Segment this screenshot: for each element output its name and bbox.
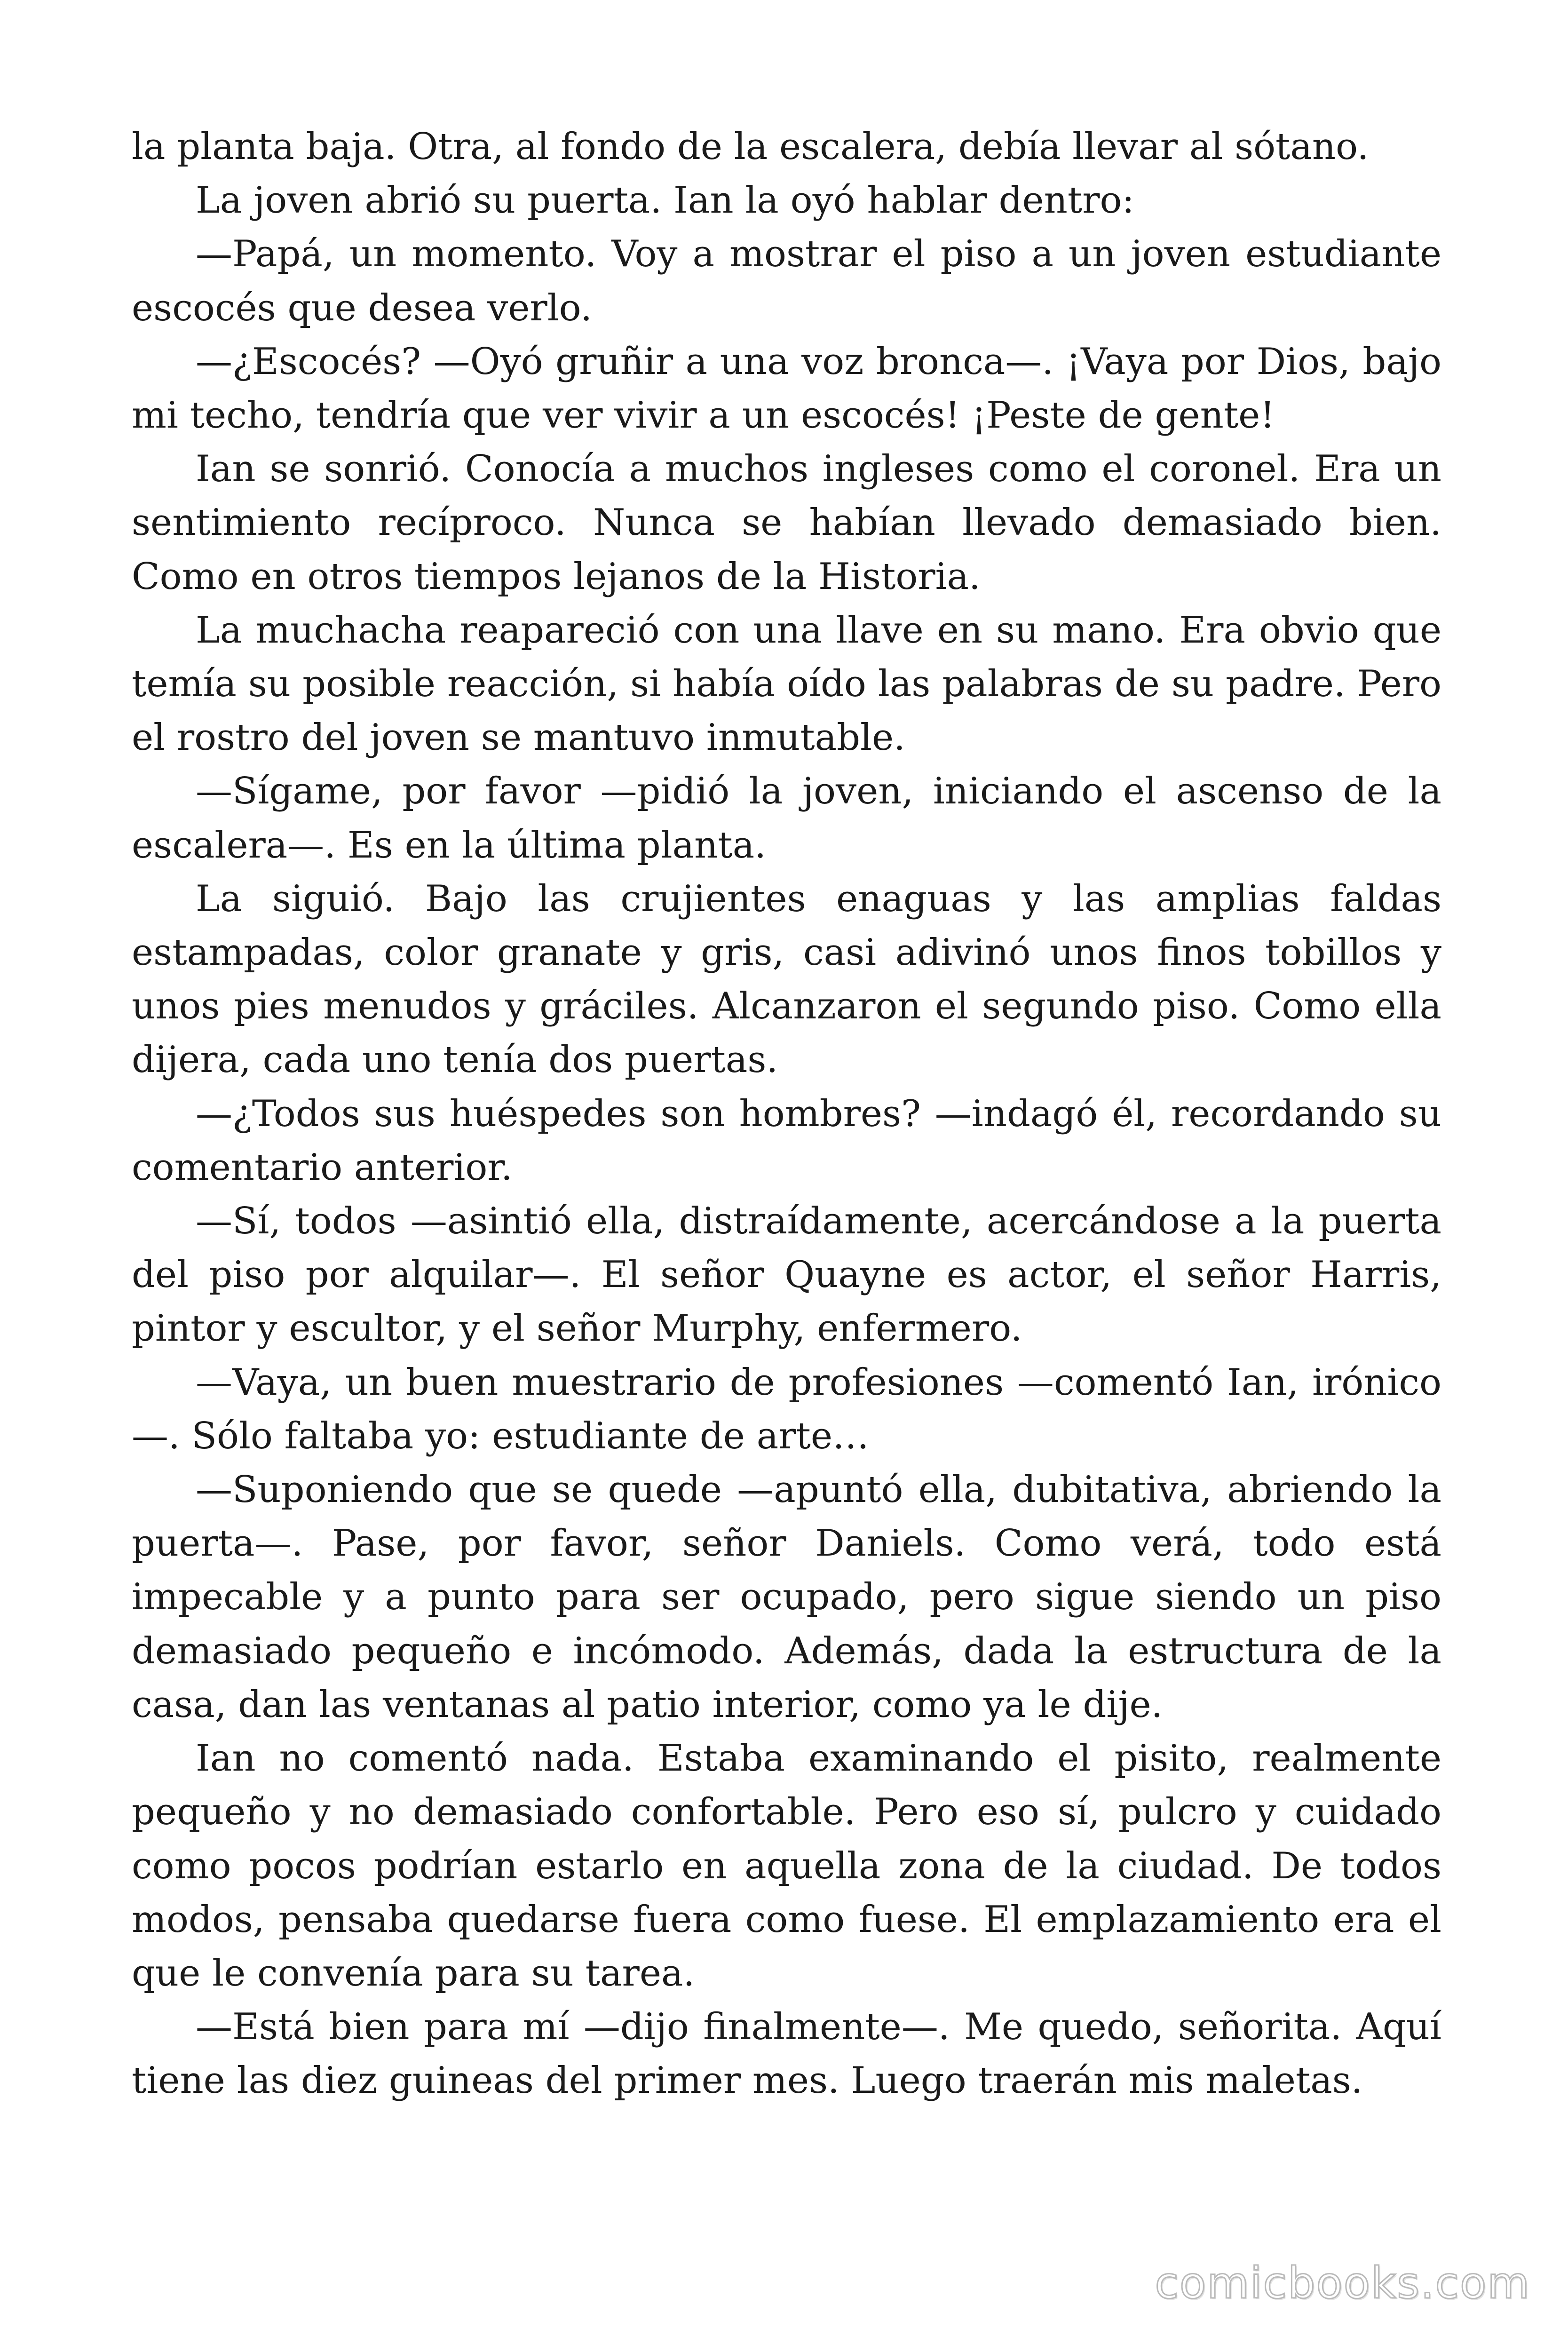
paragraph: La muchacha reapareció con una llave en su mano. Era obvio que temía su posible reacción, si había oído las palabras de su padre. Pero el rostro del joven se mantuvo inmutable.: [132, 609, 1441, 759]
paragraph: Ian se sonrió. Conocía a muchos ingleses como el coronel. Era un sentimiento recíproco. Nunca se habían llevado demasiado bien. Como en otros tiempos lejanos de la Historia.: [132, 448, 1441, 598]
body-text: [132, 120, 1441, 2108]
paragraph: —Sí, todos —asintió ella, distraídamente, acercándose a la puerta del piso por alquilar—. El señor Quayne es actor, el señor Harris, pintor y escultor, y el señor Murphy, enfermero.: [132, 1200, 1441, 1350]
paragraph: —Está bien para mí —dijo finalmente—. Me quedo, señorita. Aquí tiene las diez guineas del primer mes. Luego traerán mis maletas.: [132, 2006, 1441, 2102]
paragraph: —Papá, un momento. Voy a mostrar el piso a un joven estudiante escocés que desea verlo.: [132, 233, 1441, 329]
paragraph: —¿Escocés? —Oyó gruñir a una voz bronca—. ¡Vaya por Dios, bajo mi techo, tendría que ver vivir a un escocés! ¡Peste de gente!: [132, 340, 1441, 437]
paragraph: —Sígame, por favor —pidió la joven, iniciando el ascenso de la escalera—. Es en la última planta.: [132, 770, 1441, 866]
paragraph: —Vaya, un buen muestrario de profesiones —comentó Ian, irónico—. Sólo faltaba yo: estudiante de arte…: [132, 1361, 1441, 1457]
paragraph: La joven abrió su puerta. Ian la oyó hablar dentro:: [196, 179, 1134, 222]
paragraph: —¿Todos sus huéspedes son hombres? —indagó él, recordando su comentario anterior.: [132, 1092, 1441, 1189]
paragraph: la planta baja. Otra, al fondo de la escalera, debía llevar al sótano.: [132, 126, 1369, 168]
paragraph: La siguió. Bajo las crujientes enaguas y las amplias faldas estampadas, color granate y gris, casi adivinó unos finos tobillos y unos pies menudos y gráciles. Alcanzaron el segundo piso. Como ella dijera, cada uno tenía dos puertas.: [132, 877, 1441, 1081]
watermark: comicbooks.com: [1155, 2258, 1530, 2308]
paragraph: Ian no comentó nada. Estaba examinando el pisito, realmente pequeño y no demasiado confortable. Pero eso sí, pulcro y cuidado como pocos podrían estarlo en aquella zona de la ciudad. De todos modos, pensaba quedarse fuera como fuese. El emplazamiento era el que le convenía para su tarea.: [132, 1737, 1441, 1994]
paragraph: —Suponiendo que se quede —apuntó ella, dubitativa, abriendo la puerta—. Pase, por favor, señor Daniels. Como verá, todo está impecable y a punto para ser ocupado, pero sigue siendo un piso demasiado pequeño e incómodo. Además, dada la estructura de la casa, dan las ventanas al patio interior, como ya le dije.: [132, 1469, 1441, 1726]
